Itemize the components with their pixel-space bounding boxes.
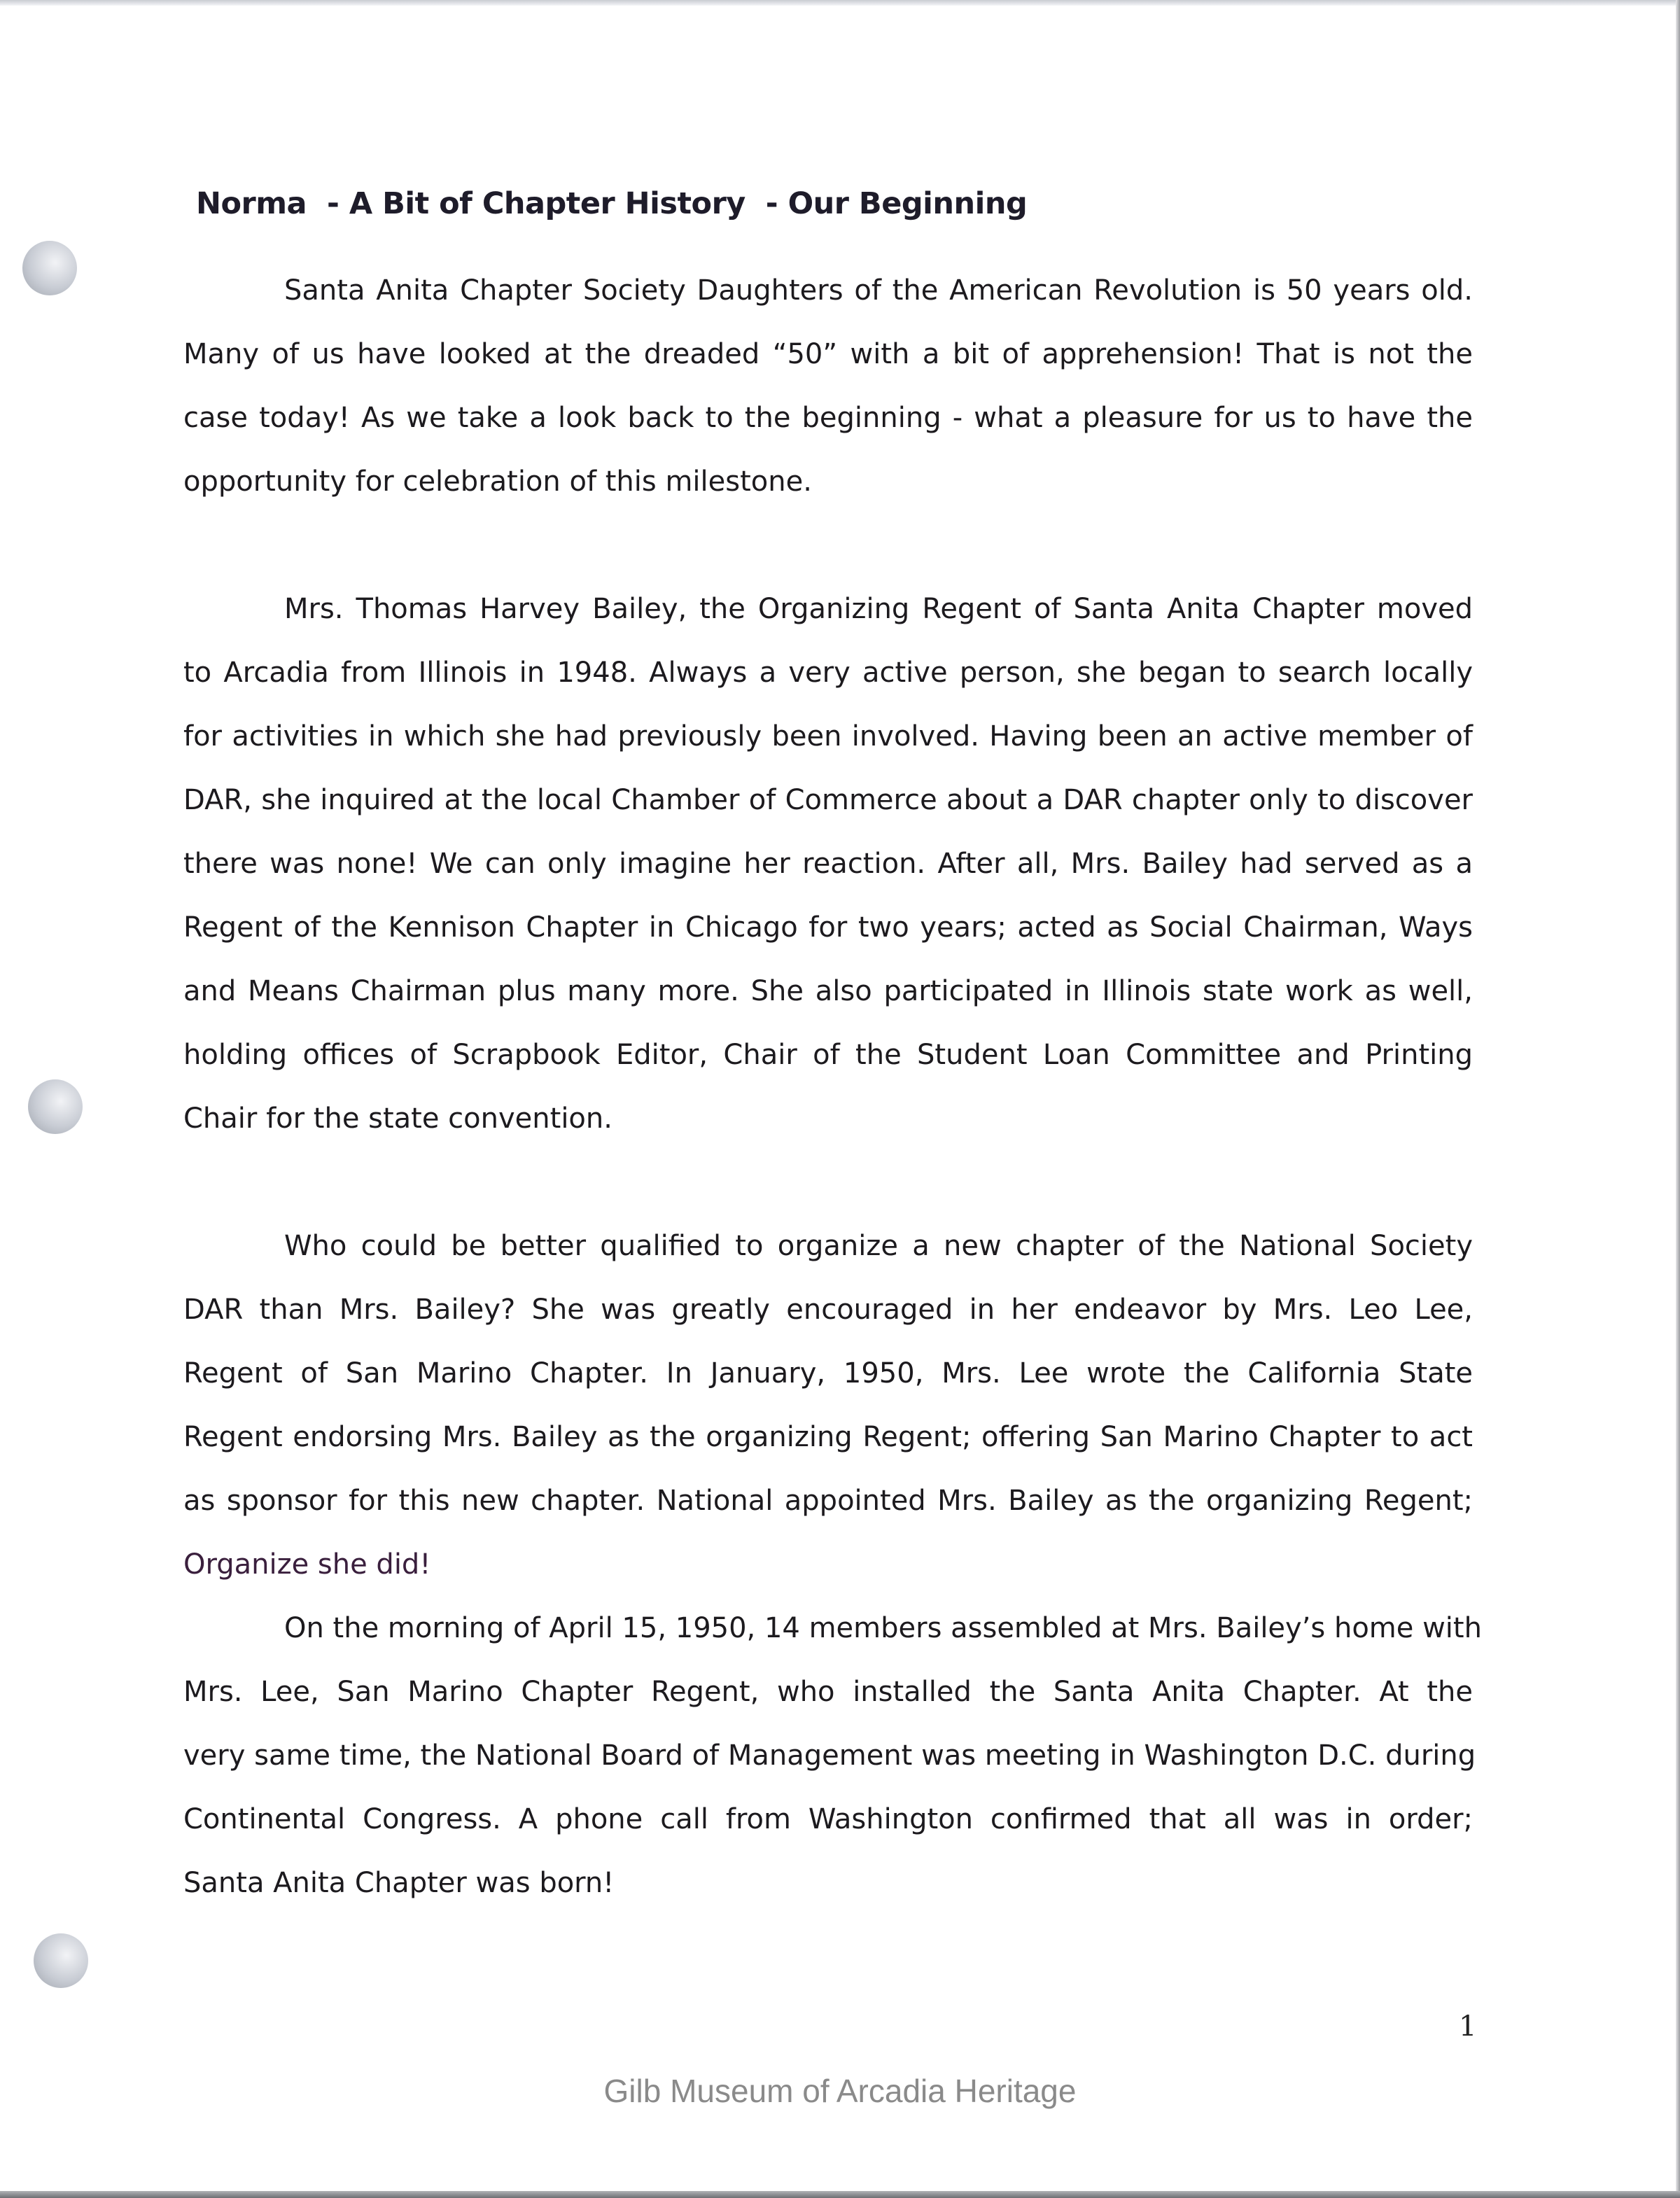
text-line: Who could be better qualified to organize a new chapter of the National Society: [284, 1230, 1473, 1262]
text-line: Regent endorsing Mrs. Bailey as the organizing Regent; offering San Marino Chapter to act: [183, 1421, 1473, 1453]
text-line: and Means Chairman plus many more. She also participated in Illinois state work as well,: [183, 975, 1473, 1007]
punch-hole-bottom: [34, 1933, 88, 1988]
punch-hole-top: [22, 241, 77, 295]
text-line: Mrs. Thomas Harvey Bailey, the Organizing Regent of Santa Anita Chapter moved: [284, 593, 1473, 625]
page-right-edge: [1676, 0, 1680, 2198]
text-line: Regent of San Marino Chapter. In January, 1950, Mrs. Lee wrote the California State: [183, 1357, 1473, 1390]
punch-hole-middle: [28, 1079, 83, 1134]
text-line: for activities in which she had previously been involved. Having been an active member of: [183, 720, 1473, 752]
text-line: Many of us have looked at the dreaded “50” with a bit of apprehension! That is not the: [183, 338, 1473, 370]
page-bottom-edge: [0, 2191, 1680, 2198]
text-line: Regent of the Kennison Chapter in Chicago for two years; acted as Social Chairman, Ways: [183, 911, 1473, 944]
text-line: Organize she did!: [183, 1548, 431, 1581]
text-line: Santa Anita Chapter was born!: [183, 1867, 615, 1899]
paragraph: [183, 259, 1473, 514]
page-number: 1: [1459, 2010, 1477, 2043]
text-line: case today! As we take a look back to the beginning - what a pleasure for us to have the: [183, 402, 1473, 434]
text-line: very same time, the National Board of Management was meeting in Washington D.C. during: [183, 1740, 1476, 1772]
text-line: as sponsor for this new chapter. National appointed Mrs. Bailey as the organizing Regent;: [183, 1485, 1473, 1517]
text-line: Chair for the state convention.: [183, 1102, 612, 1135]
text-line: opportunity for celebration of this milestone.: [183, 465, 812, 498]
text-line: On the morning of April 15, 1950, 14 members assembled at Mrs. Bailey’s home with: [284, 1612, 1482, 1644]
paragraph: [183, 578, 1473, 1151]
text-line: there was none! We can only imagine her reaction. After all, Mrs. Bailey had served as a: [183, 848, 1473, 880]
text-line: holding offices of Scrapbook Editor, Chair of the Student Loan Committee and Printing: [183, 1039, 1473, 1071]
document-title: Norma - A Bit of Chapter History - Our Beginning: [196, 186, 1028, 221]
text-line: DAR than Mrs. Bailey? She was greatly encouraged in her endeavor by Mrs. Leo Lee,: [183, 1294, 1473, 1326]
text-line: to Arcadia from Illinois in 1948. Always a very active person, she began to search locally: [183, 657, 1473, 689]
paragraph: [183, 1214, 1473, 1597]
text-line: DAR, she inquired at the local Chamber of Commerce about a DAR chapter only to discover: [183, 784, 1473, 816]
text-line: Santa Anita Chapter Society Daughters of the American Revolution is 50 years old.: [284, 274, 1473, 307]
document-body: [183, 259, 1482, 1979]
text-line: Continental Congress. A phone call from Washington confirmed that all was in order;: [183, 1803, 1473, 1835]
page-top-edge: [0, 0, 1680, 6]
text-line: Mrs. Lee, San Marino Chapter Regent, who installed the Santa Anita Chapter. At the: [183, 1676, 1473, 1708]
paragraph: [183, 1597, 1482, 1915]
museum-watermark: Gilb Museum of Arcadia Heritage: [603, 2073, 1077, 2109]
